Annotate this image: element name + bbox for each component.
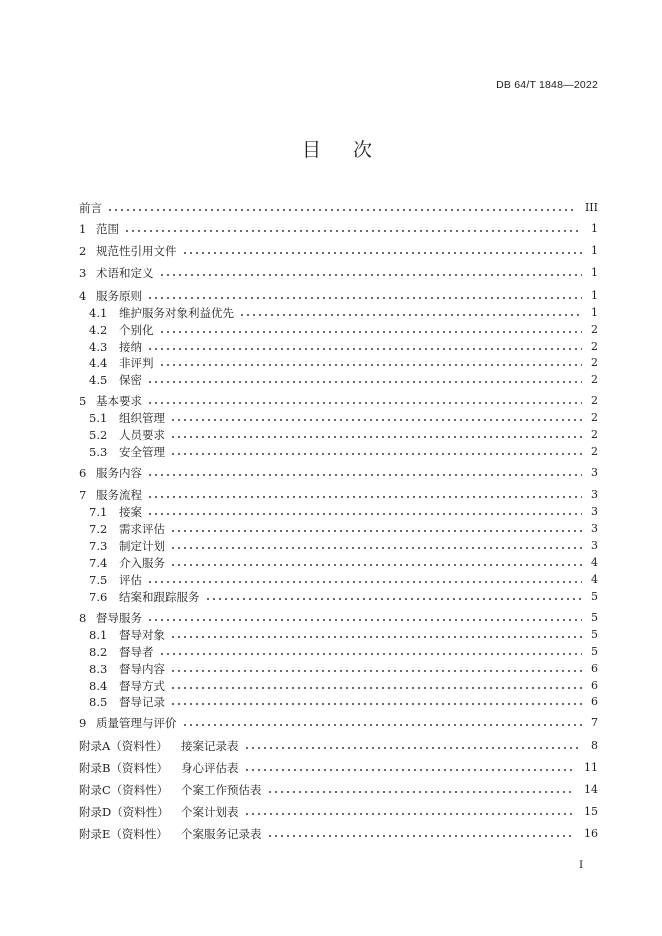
dot-leader <box>147 512 582 516</box>
toc-entry-title: 术语和定义 <box>96 266 154 280</box>
toc-subsection-entry <box>79 694 598 710</box>
toc-entry-number: 1 <box>79 222 87 236</box>
toc-entry-title: 个案服务记录表 <box>181 827 262 841</box>
dot-leader <box>244 746 583 750</box>
toc-entry-number: 4 <box>79 289 87 303</box>
toc-entry-title: 个案计划表 <box>181 805 239 819</box>
dot-leader <box>170 435 582 439</box>
dot-leader <box>147 618 582 622</box>
toc-entry-title: 制定计划 <box>119 539 165 553</box>
dot-leader <box>267 834 576 838</box>
toc-appendix-entry <box>79 804 598 820</box>
toc-appendix-entry <box>79 826 598 842</box>
toc-appendix-label: 附录C（资料性） <box>79 783 169 797</box>
toc-entry <box>79 221 598 237</box>
dot-leader <box>244 768 576 772</box>
toc-subsection-entry <box>79 538 598 554</box>
toc-entry-title: 个别化 <box>119 323 154 337</box>
dot-leader <box>147 347 582 351</box>
toc-subsection-entry <box>79 322 598 338</box>
dot-leader <box>124 229 582 233</box>
toc-entry-page-number: 3 <box>591 466 598 479</box>
toc-entry-number: 4.3 <box>89 340 108 354</box>
toc-entry-page-number: 2 <box>591 428 598 441</box>
toc-entry-title: 保密 <box>119 373 142 387</box>
toc-subsection-entry <box>79 355 598 371</box>
toc-subsection-entry <box>79 305 598 321</box>
toc-entry-page-number: 1 <box>591 266 598 279</box>
dot-leader <box>205 597 583 601</box>
toc-entry-title: 接案记录表 <box>181 739 239 753</box>
toc-entry-title: 督导者 <box>119 645 154 659</box>
toc-entry-number: 5.3 <box>89 445 108 459</box>
toc-entry-number: 7.5 <box>89 573 108 587</box>
toc-entry-number: 3 <box>79 266 87 280</box>
toc-subsection-entry <box>79 661 598 677</box>
toc-entry-title: 服务内容 <box>96 466 142 480</box>
toc-entry-page-number: 16 <box>584 827 598 840</box>
toc-entry <box>79 487 598 503</box>
toc-entry-number: 9 <box>79 716 87 730</box>
toc-subsection-entry <box>79 444 598 460</box>
toc-entry-page-number: 6 <box>591 679 598 692</box>
toc-entry-page-number: 4 <box>591 556 598 569</box>
toc-entry-title: 质量管理与评价 <box>96 716 177 730</box>
toc-appendix-label: 附录B（资料性） <box>79 761 168 775</box>
toc-entry-page-number: 2 <box>591 340 598 353</box>
toc-entry-page-number: 11 <box>584 761 598 774</box>
toc-entry-page-number: 5 <box>591 645 598 658</box>
toc-entry-number: 8.1 <box>89 628 108 642</box>
toc-entry-number: 4.4 <box>89 356 108 370</box>
dot-leader <box>147 380 582 384</box>
toc-entry-number: 8.3 <box>89 662 108 676</box>
toc-subsection-entry <box>79 372 598 388</box>
toc-entry-title: 结案和跟踪服务 <box>119 590 200 604</box>
toc-entry-title: 身心评估表 <box>181 761 239 775</box>
toc-entry-number: 8.4 <box>89 679 108 693</box>
toc-entry <box>79 288 598 304</box>
toc-entry-title: 督导方式 <box>119 679 165 693</box>
toc-subsection-entry <box>79 504 598 520</box>
toc-entry-number: 5.2 <box>89 428 108 442</box>
dot-leader <box>147 473 582 477</box>
toc-entry-title: 接纳 <box>119 340 142 354</box>
toc-entry-title: 基本要求 <box>96 394 142 408</box>
dot-leader <box>170 563 582 567</box>
toc-entry-number: 4.5 <box>89 373 108 387</box>
standard-number: DB 64/T 1848—2022 <box>496 79 598 91</box>
toc-entry-title: 服务原则 <box>96 289 142 303</box>
toc-entry-page-number: 14 <box>584 783 598 796</box>
toc-entry-title: 人员要求 <box>119 428 165 442</box>
toc-heading-char-2: 次 <box>353 139 373 161</box>
toc-entry-title: 规范性引用文件 <box>96 244 177 258</box>
toc-subsection-entry <box>79 427 598 443</box>
toc-entry <box>79 393 598 409</box>
toc-entry-number: 7.3 <box>89 539 108 553</box>
toc-subsection-entry <box>79 555 598 571</box>
toc-entry-title: 接案 <box>119 505 142 519</box>
toc-entry-title: 范围 <box>96 222 119 236</box>
toc-entry <box>79 715 598 731</box>
dot-leader <box>147 296 582 300</box>
dot-leader <box>147 495 582 499</box>
toc-entry-number: 7.4 <box>89 556 108 570</box>
toc-entry-page-number: 2 <box>591 373 598 386</box>
toc-entry-page-number: 5 <box>591 590 598 603</box>
toc-appendix-entry <box>79 782 598 798</box>
toc-appendix-label: 附录A（资料性） <box>79 739 168 753</box>
toc-entry-title: 督导记录 <box>119 695 165 709</box>
toc-entry-page-number: 1 <box>591 289 598 302</box>
toc-entry-title: 组织管理 <box>119 411 165 425</box>
toc-entry-page-number: 5 <box>591 628 598 641</box>
dot-leader <box>170 635 582 639</box>
toc-entry-page-number: 1 <box>591 222 598 235</box>
dot-leader <box>170 418 582 422</box>
toc-subsection-entry <box>79 339 598 355</box>
toc-appendix-label: 附录E（资料性） <box>79 827 168 841</box>
dot-leader <box>170 686 582 690</box>
dot-leader <box>239 313 582 317</box>
toc-entry-page-number: III <box>584 201 598 214</box>
dot-leader <box>182 251 583 255</box>
toc-subsection-entry <box>79 410 598 426</box>
toc-entry-number: 2 <box>79 244 87 258</box>
toc-appendix-label: 附录D（资料性） <box>79 805 169 819</box>
toc-appendix-entry <box>79 738 598 754</box>
dot-leader <box>244 812 576 816</box>
toc-entry-title: 需求评估 <box>119 522 165 536</box>
toc-subsection-entry <box>79 572 598 588</box>
toc-entry-number: 7.2 <box>89 522 108 536</box>
toc-entry <box>79 243 598 259</box>
toc-entry-number: 7.6 <box>89 590 108 604</box>
toc-entry-number: 6 <box>79 466 87 480</box>
toc-subsection-entry <box>79 521 598 537</box>
toc-entry-page-number: 2 <box>591 323 598 336</box>
dot-leader <box>170 546 582 550</box>
toc-entry-page-number: 2 <box>591 445 598 458</box>
dot-leader <box>147 580 582 584</box>
toc-entry-title: 督导对象 <box>119 628 165 642</box>
toc-heading-char-1: 目 <box>302 139 322 161</box>
dot-leader <box>182 723 583 727</box>
dot-leader <box>170 529 582 533</box>
dot-leader <box>170 452 582 456</box>
toc-entry <box>79 610 598 626</box>
toc-entry-page-number: 2 <box>591 356 598 369</box>
toc-subsection-entry <box>79 589 598 605</box>
toc-entry-page-number: 6 <box>591 695 598 708</box>
toc-entry-page-number: 3 <box>591 522 598 535</box>
toc-entry-number: 5 <box>79 394 87 408</box>
toc-entry-title: 服务流程 <box>96 488 142 502</box>
toc-entry-title: 维护服务对象利益优先 <box>119 306 234 320</box>
toc-entry-number: 4.2 <box>89 323 108 337</box>
toc-entry-page-number: 2 <box>591 411 598 424</box>
toc-entry-title: 督导内容 <box>119 662 165 676</box>
toc-entry-number: 8.5 <box>89 695 108 709</box>
toc-entry <box>79 200 598 216</box>
dot-leader <box>107 208 576 212</box>
toc-entry-page-number: 4 <box>591 573 598 586</box>
dot-leader <box>170 669 582 673</box>
toc-entry-title: 介入服务 <box>119 556 165 570</box>
toc-entry <box>79 265 598 281</box>
toc-entry-page-number: 15 <box>584 805 598 818</box>
toc-subsection-entry <box>79 627 598 643</box>
toc-entry <box>79 465 598 481</box>
toc-entry-title: 前言 <box>79 201 102 215</box>
dot-leader <box>159 363 583 367</box>
toc-entry-page-number: 7 <box>591 716 598 729</box>
toc-entry-number: 7.1 <box>89 505 108 519</box>
toc-entry-number: 8.2 <box>89 645 108 659</box>
toc-entry-page-number: 3 <box>591 488 598 501</box>
dot-leader <box>159 330 583 334</box>
dot-leader <box>267 790 576 794</box>
toc-entry-title: 个案工作预估表 <box>181 783 262 797</box>
toc-entry-title: 安全管理 <box>119 445 165 459</box>
dot-leader <box>159 273 583 277</box>
toc-entry-number: 8 <box>79 611 87 625</box>
toc-entry-number: 7 <box>79 488 87 502</box>
toc-entry-page-number: 1 <box>591 244 598 257</box>
toc-entry-title: 非评判 <box>119 356 154 370</box>
toc-entry-page-number: 3 <box>591 505 598 518</box>
dot-leader <box>170 702 582 706</box>
toc-entry-title: 督导服务 <box>96 611 142 625</box>
toc-entry-number: 4.1 <box>89 306 108 320</box>
toc-entry-page-number: 2 <box>591 394 598 407</box>
toc-entry-page-number: 5 <box>591 611 598 624</box>
dot-leader <box>159 652 583 656</box>
toc-subsection-entry <box>79 644 598 660</box>
toc-entry-page-number: 3 <box>591 539 598 552</box>
toc-subsection-entry <box>79 678 598 694</box>
toc-appendix-entry <box>79 760 598 776</box>
toc-entry-page-number: 1 <box>591 306 598 319</box>
page-number: I <box>579 859 584 871</box>
toc-entry-page-number: 6 <box>591 662 598 675</box>
dot-leader <box>147 401 582 405</box>
toc-entry-page-number: 8 <box>591 739 598 752</box>
toc-entry-title: 评估 <box>119 573 142 587</box>
toc-entry-number: 5.1 <box>89 411 108 425</box>
